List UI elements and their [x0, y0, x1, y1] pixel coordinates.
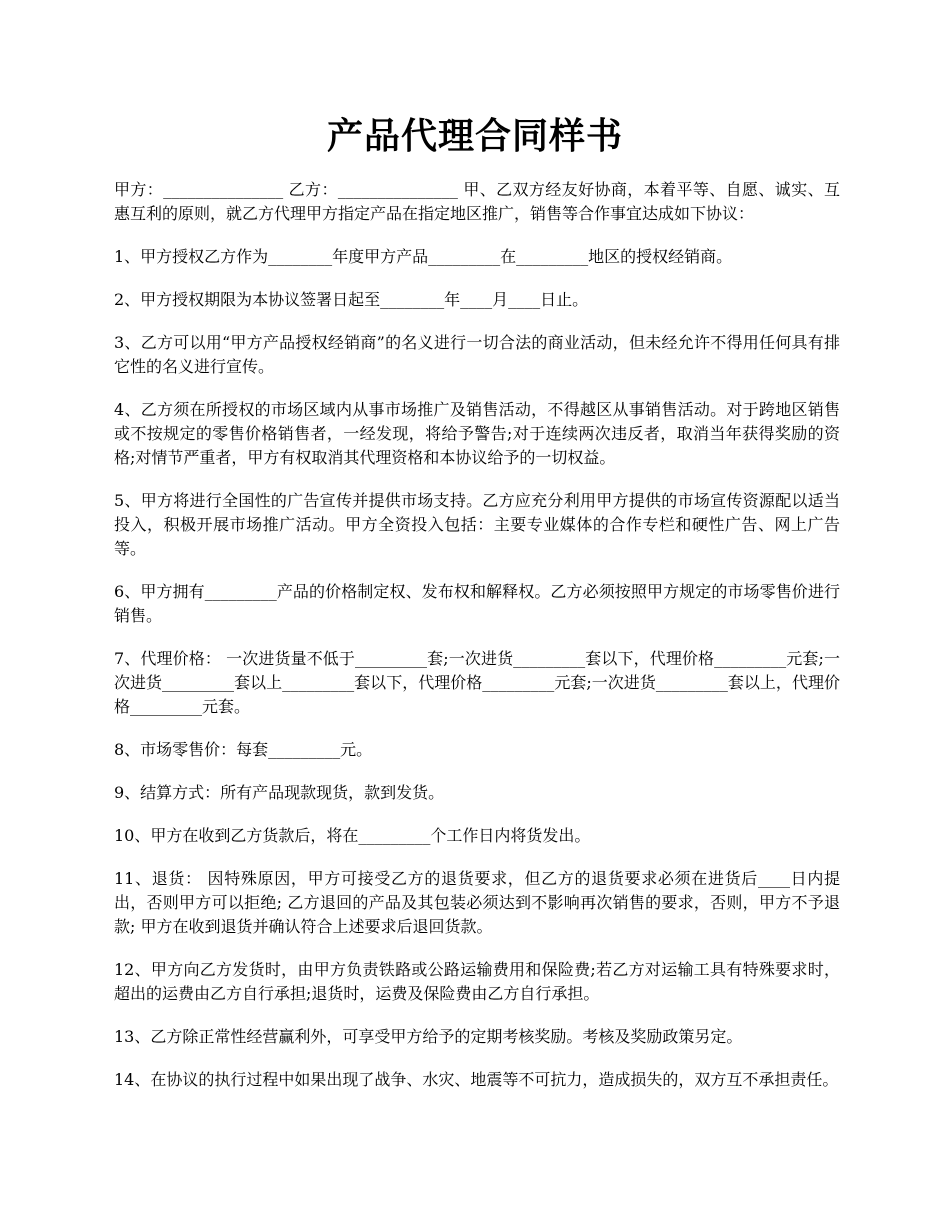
intro-paragraph: 甲方：_______________ 乙方：_______________ 甲、乙双方经友好协商，本着平等、自愿、诚实、互惠互利的原则，就乙方代理甲方指定产品在指定地区推广，销售等合作事宜达成如下协议：: [114, 180, 840, 223]
clause-8: 8、市场零售价：每套_________元。: [114, 740, 373, 759]
document-body: [114, 178, 840, 1111]
clause-5: 5、甲方将进行全国性的广告宣传并提供市场支持。乙方应充分利用甲方提供的市场宣传资源配以适当投入，积极开展市场推广活动。甲方全资投入包括：主要专业媒体的合作专栏和硬性广告、网上广告等。: [114, 491, 840, 558]
clause-4: 4、乙方须在所授权的市场区域内从事市场推广及销售活动，不得越区从事销售活动。对于跨地区销售或不按规定的零售价格销售者，一经发现，将给予警告;对于连续两次违反者，取消当年获得奖励的资格;对情节严重者，甲方有权取消其代理资格和本协议给予的一切权益。: [114, 400, 840, 467]
document-title: 产品代理合同样书: [326, 115, 623, 157]
clause-9: 9、结算方式：所有产品现款现货，款到发货。: [114, 783, 445, 802]
clause-7: 7、代理价格： 一次进货量不低于_________套;一次进货_________套以下，代理价格_________元套;一次进货_________套以上_________套以下，代理价格_________元套;一次进货_________套以上，代理价格_________元套。: [114, 649, 840, 716]
clause-2: 2、甲方授权期限为本协议签署日起至________年____月____日止。: [114, 290, 589, 309]
clause-6: 6、甲方拥有_________产品的价格制定权、发布权和解释权。乙方必须按照甲方规定的市场零售价进行销售。: [114, 582, 840, 625]
clause-13: 13、乙方除正常性经营赢利外，可享受甲方给予的定期考核奖励。考核及奖励政策另定。: [114, 1027, 743, 1046]
clause-12: 12、甲方向乙方发货时，由甲方负责铁路或公路运输费用和保险费;若乙方对运输工具有特殊要求时，超出的运费由乙方自行承担;退货时，运费及保险费由乙方自行承担。: [114, 960, 840, 1003]
clause-1: 1、甲方授权乙方作为________年度甲方产品_________在_________地区的授权经销商。: [114, 247, 733, 266]
clause-3: 3、乙方可以用“甲方产品授权经销商”的名义进行一切合法的商业活动，但未经允许不得用任何具有排它性的名义进行宣传。: [114, 333, 840, 376]
clause-11: 11、退货： 因特殊原因，甲方可接受乙方的退货要求，但乙方的退货要求必须在进货后____日内提出，否则甲方可以拒绝; 乙方退回的产品及其包装必须达到不影响再次销售的要求，否则，甲方不予退款; 甲方在收到退货并确认符合上述要求后退回货款。: [114, 869, 840, 936]
clause-14: 14、在协议的执行过程中如果出现了战争、水灾、地震等不可抗力，造成损失的，双方互不承担责任。: [114, 1070, 839, 1089]
clause-10: 10、甲方在收到乙方货款后，将在_________个工作日内将货发出。: [114, 826, 591, 845]
